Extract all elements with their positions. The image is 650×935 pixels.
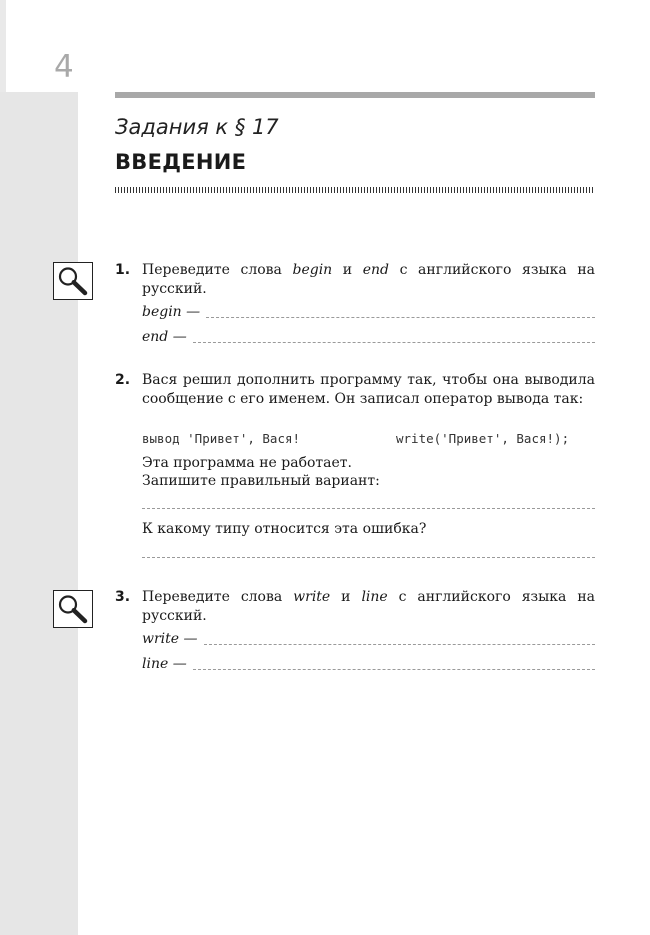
side-margin-band <box>0 92 78 935</box>
hatched-rule <box>115 187 595 193</box>
task-2-question: К какому типу относится эта ошибка? <box>142 521 427 537</box>
task-1-text: Переведите слова begin и end с английского языка на русский. <box>142 262 596 297</box>
answer-label: begin — <box>142 304 201 320</box>
task-3-text: Переведите слова write и line с английского языка на русский. <box>142 589 596 624</box>
task-1-answer-end[interactable] <box>142 326 595 346</box>
task-3-answer-write[interactable] <box>142 628 595 648</box>
answer-line[interactable] <box>206 317 595 318</box>
answer-line[interactable] <box>204 644 595 645</box>
task-2-question-answer-line[interactable] <box>142 557 595 558</box>
task-2-answer-line[interactable] <box>142 508 595 509</box>
task-2-text: Вася решил дополнить программу так, чтобы она выводила сообщение с его именем. Он записал оператор вывода так: <box>142 372 595 407</box>
answer-label: line — <box>142 656 187 672</box>
answer-line[interactable] <box>193 669 595 670</box>
task-2-number: 2. <box>115 372 131 388</box>
task-1-answer-begin[interactable] <box>142 301 595 321</box>
answer-label: write — <box>142 631 198 647</box>
task-2-note-line-1: Эта программа не работает. <box>142 455 352 471</box>
task-3-number: 3. <box>115 589 131 605</box>
task-2-code-pascal-ru: вывод 'Привет', Вася! <box>142 431 301 446</box>
top-rule <box>115 92 595 98</box>
answer-label: end — <box>142 329 187 345</box>
task-2-note-line-2: Запишите правильный вариант: <box>142 473 380 489</box>
task-3-answer-line[interactable] <box>142 653 595 673</box>
magnifier-icon <box>53 262 93 300</box>
section-title: Задания к § 17 <box>115 115 279 139</box>
task-2-code-pascal-en: write('Привет', Вася!); <box>396 431 570 446</box>
answer-line[interactable] <box>193 342 595 343</box>
chapter-title: ВВЕДЕНИЕ <box>115 150 247 174</box>
magnifier-icon <box>53 590 93 628</box>
task-1-number: 1. <box>115 262 131 278</box>
page-number: 4 <box>54 49 74 85</box>
